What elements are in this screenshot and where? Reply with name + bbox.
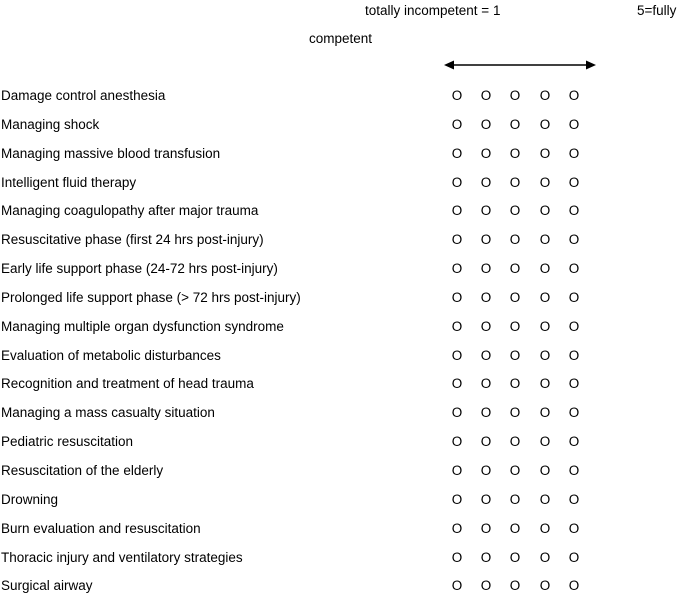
rating-option-3[interactable]: O bbox=[509, 405, 521, 421]
rating-option-1[interactable]: O bbox=[451, 145, 463, 161]
rating-option-1[interactable]: O bbox=[451, 549, 463, 565]
rating-option-4[interactable]: O bbox=[539, 261, 551, 277]
rating-option-3[interactable]: O bbox=[509, 434, 521, 450]
rating-option-1[interactable]: O bbox=[451, 462, 463, 478]
rating-option-2[interactable]: O bbox=[480, 491, 492, 507]
rating-option-3[interactable]: O bbox=[509, 318, 521, 334]
question-row bbox=[0, 347, 685, 376]
rating-option-1[interactable]: O bbox=[451, 261, 463, 277]
rating-option-3[interactable]: O bbox=[509, 578, 521, 594]
rating-option-3[interactable]: O bbox=[509, 289, 521, 305]
question-label: Damage control anesthesia bbox=[1, 88, 166, 103]
rating-options bbox=[450, 202, 590, 220]
rating-option-1[interactable]: O bbox=[451, 289, 463, 305]
rating-options bbox=[450, 289, 590, 307]
rating-option-5[interactable]: O bbox=[568, 203, 580, 219]
rating-option-1[interactable]: O bbox=[451, 232, 463, 248]
question-label: Managing multiple organ dysfunction syndrome bbox=[1, 318, 284, 334]
question-label: Surgical airway bbox=[1, 578, 93, 594]
question-label: Managing massive blood transfusion bbox=[1, 145, 221, 161]
rating-option-4[interactable]: O bbox=[539, 203, 551, 219]
question-label: Burn evaluation and resuscitation bbox=[1, 520, 201, 536]
question-label: Resuscitation of the elderly bbox=[1, 462, 164, 478]
question-row bbox=[0, 289, 685, 318]
rating-option-3[interactable]: O bbox=[509, 203, 521, 219]
question-row bbox=[0, 404, 685, 433]
rating-option-1[interactable]: O bbox=[451, 376, 463, 392]
rating-option-3[interactable]: O bbox=[509, 145, 521, 161]
rating-option-1[interactable]: O bbox=[451, 116, 463, 132]
question-row bbox=[0, 116, 685, 145]
rating-option-2[interactable]: O bbox=[480, 261, 492, 277]
rating-options bbox=[450, 347, 590, 365]
question-row bbox=[0, 231, 685, 260]
rating-option-4[interactable]: O bbox=[539, 520, 551, 536]
rating-option-2[interactable]: O bbox=[480, 145, 492, 161]
rating-option-2[interactable]: O bbox=[480, 174, 492, 190]
question-row bbox=[0, 174, 685, 203]
question-row bbox=[0, 145, 685, 174]
rating-option-3[interactable]: O bbox=[509, 88, 521, 103]
question-label: Drowning bbox=[1, 491, 59, 507]
rating-option-1[interactable]: O bbox=[451, 347, 463, 363]
rating-option-3[interactable]: O bbox=[509, 376, 521, 392]
rating-option-3[interactable]: O bbox=[509, 174, 521, 190]
rating-options bbox=[450, 462, 590, 480]
rating-option-4[interactable]: O bbox=[539, 376, 551, 392]
rating-options bbox=[450, 116, 590, 134]
rating-option-5[interactable]: O bbox=[568, 174, 580, 190]
rating-option-4[interactable]: O bbox=[539, 434, 551, 450]
question-row bbox=[0, 260, 685, 289]
rating-option-5[interactable]: O bbox=[568, 434, 580, 450]
rating-option-5[interactable]: O bbox=[568, 318, 580, 334]
rating-option-3[interactable]: O bbox=[509, 116, 521, 132]
rating-option-1[interactable]: O bbox=[451, 405, 463, 421]
rating-options bbox=[450, 520, 590, 538]
question-row bbox=[0, 318, 685, 347]
question-label: Managing shock bbox=[1, 116, 100, 132]
rating-option-5[interactable]: O bbox=[568, 232, 580, 248]
rating-option-4[interactable]: O bbox=[539, 491, 551, 507]
rating-option-5[interactable]: O bbox=[568, 578, 580, 594]
rating-options bbox=[450, 404, 590, 422]
question-row bbox=[0, 87, 685, 116]
rating-options bbox=[450, 433, 590, 451]
rating-options bbox=[450, 174, 590, 192]
rating-options bbox=[450, 577, 590, 595]
rating-option-5[interactable]: O bbox=[568, 88, 580, 103]
question-label: Managing coagulopathy after major trauma bbox=[1, 203, 259, 219]
rating-option-4[interactable]: O bbox=[539, 578, 551, 594]
rating-option-3[interactable]: O bbox=[509, 232, 521, 248]
question-row bbox=[0, 520, 685, 549]
rating-option-5[interactable]: O bbox=[568, 405, 580, 421]
rating-options bbox=[450, 260, 590, 278]
rating-option-3[interactable]: O bbox=[509, 462, 521, 478]
rating-option-2[interactable]: O bbox=[480, 376, 492, 392]
rating-option-1[interactable]: O bbox=[451, 88, 463, 103]
rating-options bbox=[450, 231, 590, 249]
rating-option-5[interactable]: O bbox=[568, 116, 580, 132]
rating-option-4[interactable]: O bbox=[539, 232, 551, 248]
rating-option-5[interactable]: O bbox=[568, 261, 580, 277]
rating-option-2[interactable]: O bbox=[480, 434, 492, 450]
scale-arrow-right-head bbox=[586, 61, 596, 70]
rating-option-5[interactable]: O bbox=[568, 145, 580, 161]
rating-option-3[interactable]: O bbox=[509, 491, 521, 507]
rating-option-4[interactable]: O bbox=[539, 318, 551, 334]
question-label: Evaluation of metabolic disturbances bbox=[1, 347, 221, 363]
rating-option-4[interactable]: O bbox=[539, 88, 551, 103]
rating-option-4[interactable]: O bbox=[539, 462, 551, 478]
rating-option-2[interactable]: O bbox=[480, 405, 492, 421]
scale-arrow-left-head bbox=[444, 61, 454, 70]
rating-option-4[interactable]: O bbox=[539, 347, 551, 363]
scale-high-label-continuation: competent bbox=[309, 31, 373, 46]
question-label: Prolonged life support phase (> 72 hrs post-injury) bbox=[1, 289, 301, 305]
rating-option-1[interactable]: O bbox=[451, 491, 463, 507]
rating-option-2[interactable]: O bbox=[480, 318, 492, 334]
question-row bbox=[0, 549, 685, 578]
rating-option-1[interactable]: O bbox=[451, 318, 463, 334]
rating-option-1[interactable]: O bbox=[451, 434, 463, 450]
rating-option-2[interactable]: O bbox=[480, 462, 492, 478]
rating-option-4[interactable]: O bbox=[539, 289, 551, 305]
question-row bbox=[0, 491, 685, 520]
rating-option-5[interactable]: O bbox=[568, 491, 580, 507]
rating-option-2[interactable]: O bbox=[480, 347, 492, 363]
rating-option-1[interactable]: O bbox=[451, 203, 463, 219]
rating-option-2[interactable]: O bbox=[480, 203, 492, 219]
question-list bbox=[0, 87, 685, 606]
rating-option-3[interactable]: O bbox=[509, 261, 521, 277]
question-row bbox=[0, 202, 685, 231]
rating-option-1[interactable]: O bbox=[451, 578, 463, 594]
rating-option-3[interactable]: O bbox=[509, 347, 521, 363]
rating-option-2[interactable]: O bbox=[480, 88, 492, 103]
rating-option-4[interactable]: O bbox=[539, 405, 551, 421]
rating-option-5[interactable]: O bbox=[568, 549, 580, 565]
rating-option-3[interactable]: O bbox=[509, 549, 521, 565]
rating-option-5[interactable]: O bbox=[568, 462, 580, 478]
rating-option-2[interactable]: O bbox=[480, 116, 492, 132]
rating-option-5[interactable]: O bbox=[568, 520, 580, 536]
rating-option-2[interactable]: O bbox=[480, 520, 492, 536]
rating-option-2[interactable]: O bbox=[480, 578, 492, 594]
question-label: Pediatric resuscitation bbox=[1, 434, 134, 450]
question-row bbox=[0, 433, 685, 462]
question-label: Intelligent fluid therapy bbox=[1, 174, 137, 190]
rating-option-1[interactable]: O bbox=[451, 520, 463, 536]
rating-options bbox=[450, 318, 590, 336]
question-label: Recognition and treatment of head trauma bbox=[1, 376, 254, 392]
question-label: Resuscitative phase (first 24 hrs post-injury) bbox=[1, 232, 264, 248]
rating-option-2[interactable]: O bbox=[480, 232, 492, 248]
rating-options bbox=[450, 87, 590, 105]
question-label: Managing a mass casualty situation bbox=[1, 405, 215, 421]
rating-options bbox=[450, 145, 590, 163]
rating-options bbox=[450, 491, 590, 509]
rating-option-4[interactable]: O bbox=[539, 549, 551, 565]
scale-low-label: totally incompetent = 1 bbox=[365, 3, 501, 18]
rating-option-5[interactable]: O bbox=[568, 347, 580, 363]
question-label: Early life support phase (24-72 hrs post-injury) bbox=[1, 261, 278, 277]
rating-option-5[interactable]: O bbox=[568, 376, 580, 392]
rating-option-4[interactable]: O bbox=[539, 174, 551, 190]
rating-option-4[interactable]: O bbox=[539, 145, 551, 161]
rating-option-3[interactable]: O bbox=[509, 520, 521, 536]
rating-options bbox=[450, 549, 590, 567]
rating-option-5[interactable]: O bbox=[568, 289, 580, 305]
scale-arrow bbox=[444, 58, 596, 72]
rating-option-1[interactable]: O bbox=[451, 174, 463, 190]
question-label: Thoracic injury and ventilatory strategies bbox=[1, 549, 243, 565]
question-row bbox=[0, 462, 685, 491]
scale-high-label: 5=fully bbox=[637, 3, 677, 18]
rating-option-4[interactable]: O bbox=[539, 116, 551, 132]
question-row bbox=[0, 577, 685, 606]
rating-option-2[interactable]: O bbox=[480, 549, 492, 565]
rating-options bbox=[450, 375, 590, 393]
question-row bbox=[0, 375, 685, 404]
rating-option-2[interactable]: O bbox=[480, 289, 492, 305]
